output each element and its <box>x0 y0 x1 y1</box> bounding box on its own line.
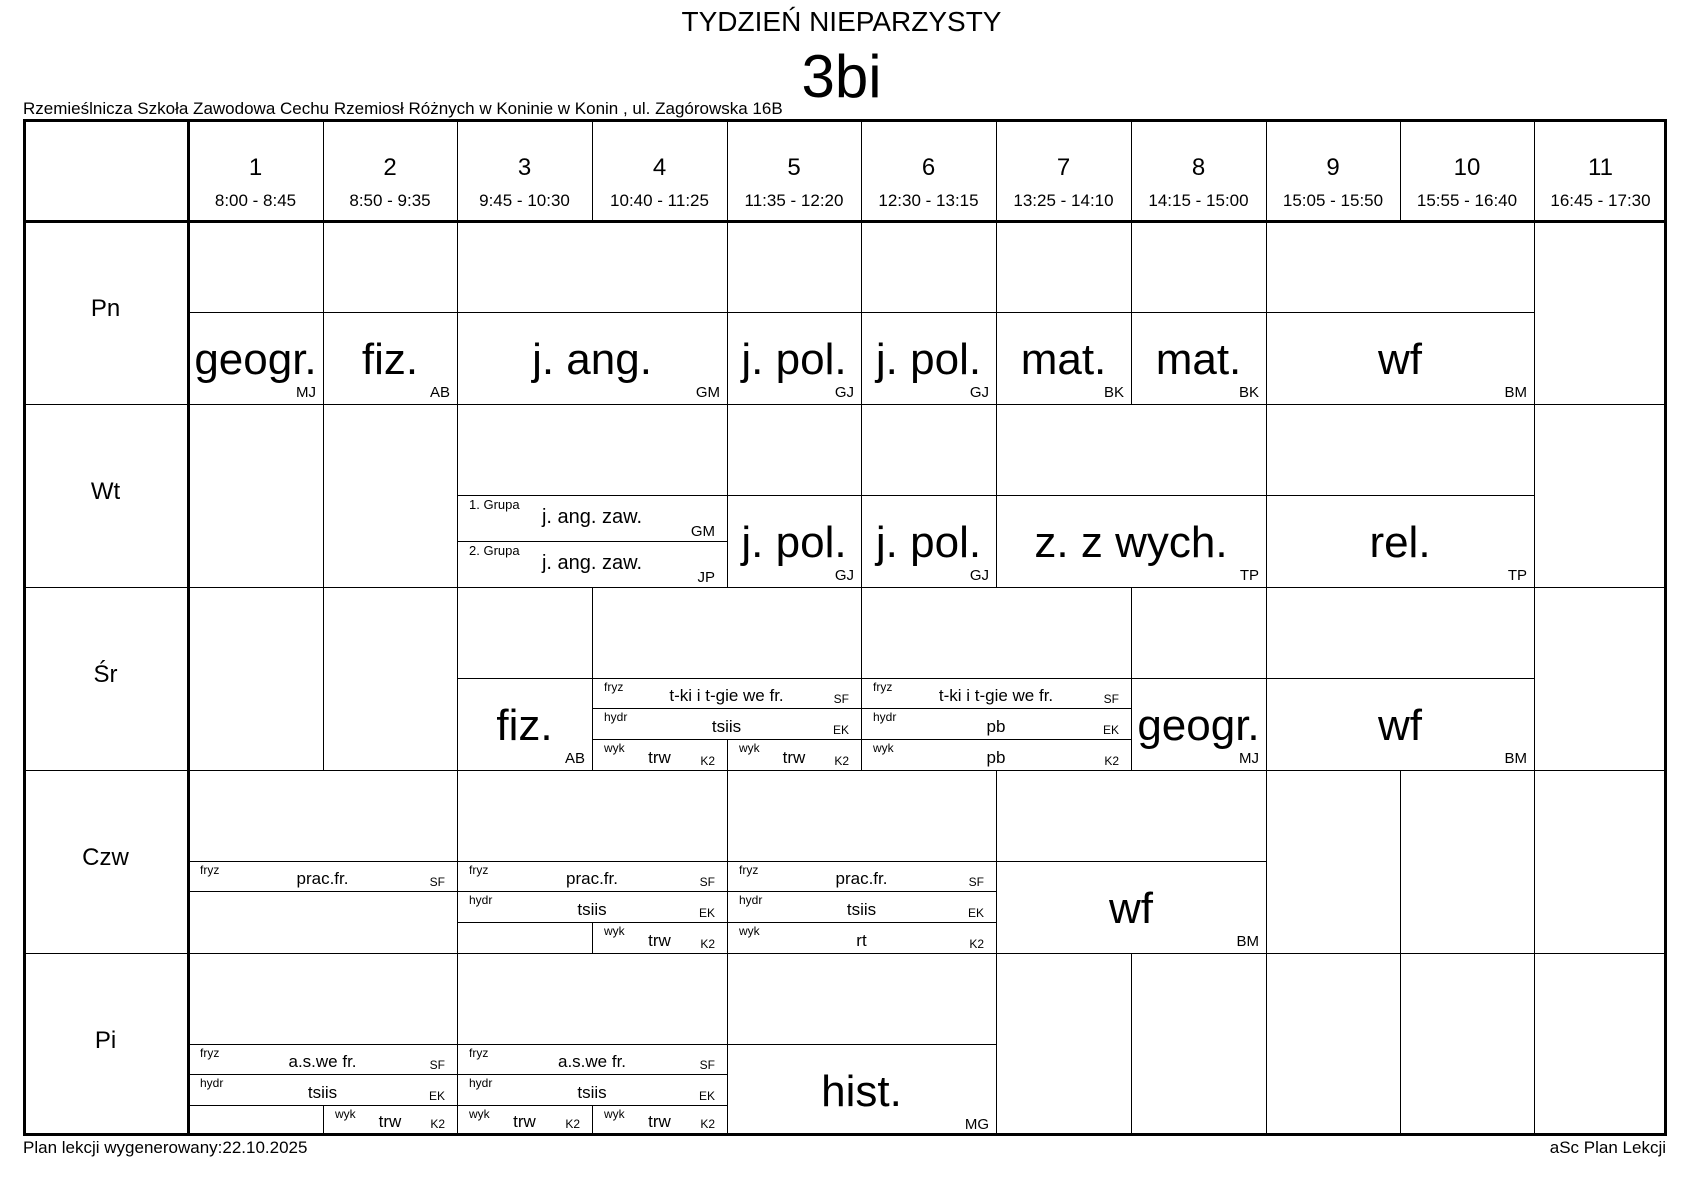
lesson-teacher: GJ <box>834 567 854 584</box>
grid-line <box>996 861 1266 862</box>
lesson-subject: z. z wych. <box>1034 518 1228 567</box>
day-label: Śr <box>93 661 118 688</box>
lesson-teacher: GM <box>695 384 720 401</box>
period-time: 8:50 - 9:35 <box>349 191 431 210</box>
lesson-subject: j. pol. <box>875 518 982 567</box>
lesson-group: fryz <box>873 680 893 694</box>
lesson-teacher: SF <box>429 1058 445 1072</box>
grid-line <box>187 119 190 1136</box>
lesson-teacher: K2 <box>969 937 984 951</box>
generated-date: Plan lekcji wygenerowany:22.10.2025 <box>23 1138 308 1157</box>
grid-line <box>996 1044 997 1136</box>
grid-line <box>457 495 727 496</box>
lesson-teacher: SF <box>968 875 984 889</box>
lesson-subject: rel. <box>1369 518 1431 567</box>
grid-line <box>323 1105 457 1106</box>
grid-line <box>1131 953 1132 1136</box>
period-time: 14:15 - 15:00 <box>1148 191 1249 210</box>
period-number: 2 <box>383 154 397 181</box>
grid-line <box>861 312 996 313</box>
grid-line <box>457 312 727 313</box>
grid-line <box>861 708 1131 709</box>
lesson-teacher: K2 <box>565 1117 580 1131</box>
lesson-subject: fiz. <box>361 335 419 384</box>
grid-line <box>727 312 861 313</box>
lesson-group: wyk <box>604 741 625 755</box>
lesson-subject: j. pol. <box>741 335 847 384</box>
grid-line <box>23 220 1667 223</box>
grid-line <box>727 495 861 496</box>
lesson-subject: prac.fr. <box>835 869 888 888</box>
grid-line <box>996 312 1131 313</box>
grid-line <box>23 953 1667 954</box>
grid-line <box>23 770 1667 771</box>
lesson-group: wyk <box>335 1107 356 1121</box>
grid-line <box>1266 495 1534 496</box>
day-label: Pi <box>94 1027 117 1054</box>
lesson-teacher: SF <box>1103 692 1119 706</box>
grid-line <box>188 861 457 862</box>
lesson-teacher: GJ <box>834 384 854 401</box>
lesson-group: 2. Grupa <box>469 543 520 558</box>
lesson-subject: fiz. <box>496 701 553 750</box>
lesson-teacher: MG <box>964 1116 989 1133</box>
lesson-teacher: BM <box>1236 933 1259 950</box>
lesson-teacher: EK <box>698 906 715 920</box>
grid-line <box>1400 770 1401 953</box>
lesson-teacher: BM <box>1504 384 1527 401</box>
lesson-teacher: MJ <box>1239 750 1259 767</box>
lesson-teacher: EK <box>967 906 984 920</box>
period-number: 9 <box>1326 154 1340 181</box>
period-number: 3 <box>517 154 532 181</box>
lesson-teacher: K2 <box>700 937 715 951</box>
lesson-teacher: AB <box>429 384 450 401</box>
grid-line <box>23 1133 1667 1136</box>
lesson-subject: pb <box>986 747 1006 767</box>
lesson-subject: j. ang. <box>532 335 652 384</box>
lesson-teacher: TP <box>1507 567 1527 584</box>
lesson-group: fryz <box>200 863 220 877</box>
lesson-subject: trw <box>513 1112 536 1131</box>
lesson-subject: tsiis <box>577 899 607 919</box>
period-time: 11:35 - 12:20 <box>744 191 844 210</box>
lesson-teacher: GM <box>690 523 715 540</box>
period-number: 8 <box>1191 154 1206 181</box>
lesson-subject: t-ki i t-gie we fr. <box>938 686 1054 705</box>
lesson-subject: j. pol. <box>875 335 982 384</box>
lesson-subject: pb <box>986 716 1006 736</box>
grid-line <box>457 1044 727 1045</box>
grid-line <box>457 1074 727 1075</box>
grid-line <box>188 312 323 313</box>
grid-line <box>323 312 457 313</box>
class-name: 3bi <box>801 43 882 110</box>
lesson-group: wyk <box>873 741 894 755</box>
grid-line <box>457 891 727 892</box>
lesson-subject: trw <box>378 1112 402 1131</box>
lesson-group: wyk <box>739 924 760 938</box>
grid-line <box>592 1105 727 1106</box>
lesson-teacher: EK <box>428 1089 445 1103</box>
lesson-subject: prac.fr. <box>296 869 349 888</box>
day-label: Wt <box>90 478 121 505</box>
lesson-subject: trw <box>648 930 671 950</box>
grid-line <box>23 404 1667 405</box>
lesson-teacher: BK <box>1103 384 1124 401</box>
lesson-teacher: SF <box>699 875 715 889</box>
lesson-subject: geogr. <box>1137 701 1260 750</box>
lesson-subject: t-ki i t-gie we fr. <box>669 686 784 705</box>
grid-line <box>1534 678 1535 770</box>
day-label: Czw <box>82 844 129 871</box>
lesson-group: hydr <box>200 1076 224 1090</box>
grid-line <box>323 587 324 770</box>
lesson-teacher: SF <box>429 875 445 889</box>
grid-line <box>1534 312 1535 404</box>
grid-line <box>1664 119 1667 1136</box>
period-number: 6 <box>921 154 936 181</box>
lesson-group: 1. Grupa <box>469 497 520 512</box>
grid-line <box>592 922 727 923</box>
grid-line <box>1266 678 1534 679</box>
lesson-subject: prac.fr. <box>566 869 618 888</box>
grid-line <box>861 739 1131 740</box>
grid-line <box>1534 770 1535 953</box>
lesson-group: wyk <box>604 1107 625 1121</box>
period-number: 4 <box>652 154 667 181</box>
grid-line <box>861 678 1131 679</box>
lesson-teacher: SF <box>699 1058 715 1072</box>
lesson-subject: tsiis <box>307 1082 338 1102</box>
grid-line <box>188 1074 457 1075</box>
grid-line <box>727 922 996 923</box>
lesson-teacher: TP <box>1239 567 1259 584</box>
period-time: 8:00 - 8:45 <box>214 191 297 210</box>
software-name: aSc Plan Lekcji <box>1549 1138 1666 1157</box>
grid-line <box>457 678 592 679</box>
lesson-group: wyk <box>604 924 625 938</box>
grid-line <box>1534 495 1535 587</box>
period-number: 7 <box>1056 154 1071 181</box>
lesson-subject: geogr. <box>194 335 317 384</box>
grid-line <box>592 739 727 740</box>
grid-line <box>1400 953 1401 1136</box>
grid-line <box>727 739 861 740</box>
lesson-teacher: K2 <box>700 1117 715 1131</box>
period-time: 16:45 - 17:30 <box>1550 191 1651 210</box>
lesson-group: fryz <box>200 1046 220 1060</box>
grid-line <box>996 495 1266 496</box>
lesson-subject: j. ang. zaw. <box>541 506 643 528</box>
grid-line <box>1266 312 1534 313</box>
grid-line <box>323 404 324 587</box>
lesson-teacher: GJ <box>969 567 989 584</box>
grid-line <box>457 541 727 542</box>
period-number: 1 <box>248 154 263 181</box>
lesson-group: fryz <box>604 680 624 694</box>
lesson-teacher: EK <box>1102 723 1119 737</box>
period-time: 10:40 - 11:25 <box>610 191 709 210</box>
lesson-subject: trw <box>782 747 806 767</box>
grid-line <box>727 1044 996 1045</box>
timetable-grid <box>23 119 1667 1136</box>
grid-line <box>727 861 996 862</box>
grid-line <box>23 119 26 1136</box>
lesson-subject: a.s.we fr. <box>557 1052 627 1071</box>
grid-line <box>592 678 861 679</box>
lesson-group: hydr <box>604 710 628 724</box>
lesson-teacher: MJ <box>296 384 316 401</box>
lesson-subject: wf <box>1109 884 1153 933</box>
period-number: 10 <box>1453 154 1481 181</box>
grid-line <box>457 861 727 862</box>
lesson-group: hydr <box>739 893 763 907</box>
lesson-subject: trw <box>648 747 671 767</box>
grid-line <box>188 1044 457 1045</box>
period-time: 15:55 - 16:40 <box>1416 191 1518 210</box>
lesson-group: fryz <box>469 1046 489 1060</box>
lesson-group: fryz <box>469 863 489 877</box>
lesson-subject: a.s.we fr. <box>288 1052 357 1071</box>
lesson-subject: wf <box>1378 701 1422 750</box>
lesson-teacher: EK <box>698 1089 715 1103</box>
period-time: 15:05 - 15:50 <box>1282 191 1384 210</box>
lesson-group: hydr <box>469 1076 493 1090</box>
lesson-group: hydr <box>469 893 493 907</box>
lesson-subject: tsiis <box>846 899 877 919</box>
grid-line <box>23 587 1667 588</box>
period-time: 13:25 - 14:10 <box>1013 191 1114 210</box>
grid-line <box>1131 678 1266 679</box>
lesson-group: hydr <box>873 710 897 724</box>
lesson-teacher: BK <box>1238 384 1259 401</box>
day-label: Pn <box>90 295 121 322</box>
lesson-subject: trw <box>648 1112 671 1131</box>
lesson-subject: wf <box>1378 335 1422 384</box>
lesson-subject: mat. <box>1020 335 1107 384</box>
lesson-teacher: BM <box>1504 750 1527 767</box>
lesson-group: wyk <box>739 741 760 755</box>
lesson-group: fryz <box>739 863 759 877</box>
period-time: 9:45 - 10:30 <box>479 191 570 210</box>
lesson-subject: tsiis <box>711 716 742 736</box>
lesson-teacher: AB <box>564 750 585 767</box>
lesson-teacher: JP <box>697 569 715 586</box>
grid-line <box>1266 953 1267 1136</box>
lesson-subject: tsiis <box>577 1082 607 1102</box>
grid-line <box>592 708 861 709</box>
grid-line <box>861 495 996 496</box>
period-number: 5 <box>787 154 801 181</box>
grid-line <box>727 891 996 892</box>
period-time: 12:30 - 13:15 <box>878 191 979 210</box>
lesson-group: wyk <box>469 1107 490 1121</box>
period-number: 11 <box>1588 154 1613 181</box>
grid-line <box>457 1105 592 1106</box>
lesson-subject: rt <box>856 930 867 950</box>
lesson-teacher: K2 <box>700 754 715 768</box>
lesson-subject: j. pol. <box>741 518 847 567</box>
lesson-teacher: EK <box>832 723 849 737</box>
lesson-subject: hist. <box>821 1067 902 1116</box>
lesson-teacher: K2 <box>834 754 849 768</box>
grid-line <box>23 119 1667 122</box>
grid-line <box>1266 861 1267 953</box>
grid-line <box>188 891 457 892</box>
lesson-teacher: K2 <box>430 1117 445 1131</box>
school-info: Rzemieślnicza Szkoła Zawodowa Cechu Rzemiosł Różnych w Koninie w Konin , ul. Zagórowska 16B <box>23 99 783 118</box>
grid-line <box>1131 312 1266 313</box>
lesson-teacher: K2 <box>1104 754 1119 768</box>
lesson-teacher: GJ <box>969 384 989 401</box>
grid-line <box>1534 953 1535 1136</box>
lesson-subject: mat. <box>1155 335 1242 384</box>
lesson-subject: j. ang. zaw. <box>541 552 643 574</box>
lesson-teacher: SF <box>833 692 849 706</box>
week-title: TYDZIEŃ NIEPARZYSTY <box>681 6 1002 37</box>
